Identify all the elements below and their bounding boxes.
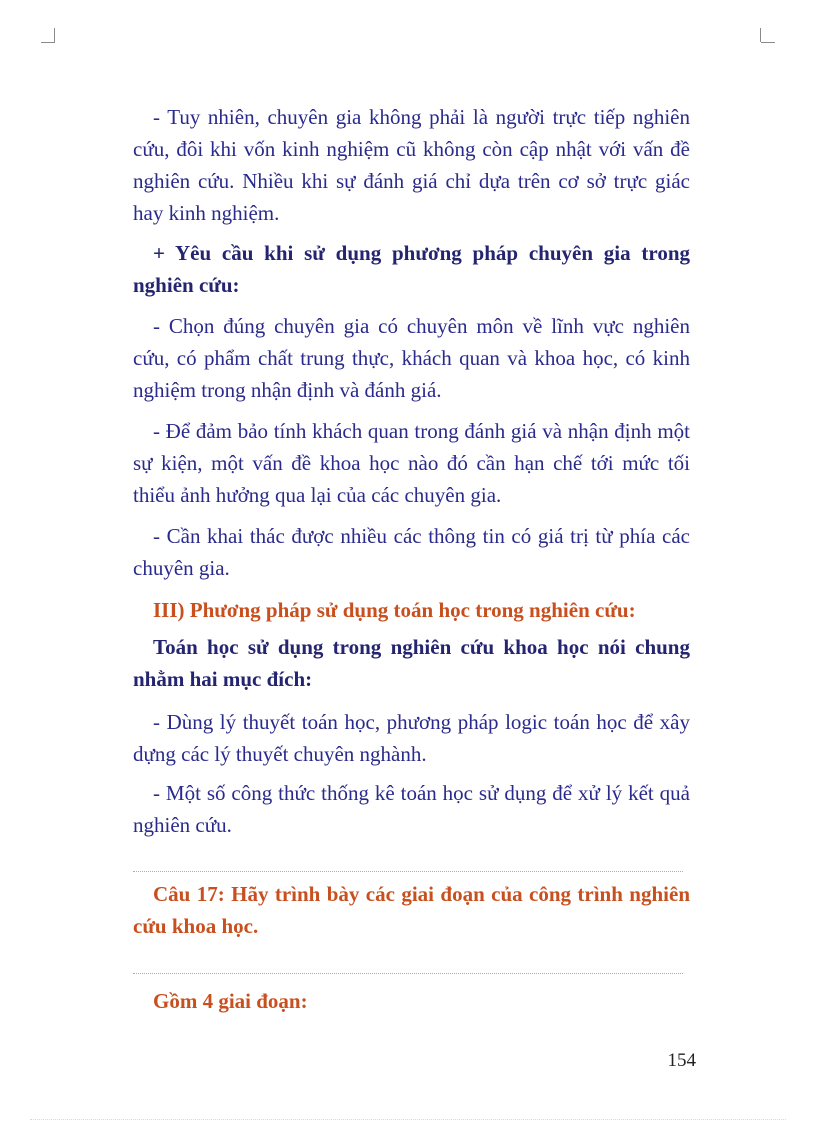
heading-question-17: Câu 17: Hãy trình bày các giai đoạn của công trình nghiên cứu khoa học. <box>133 882 690 938</box>
heading-four-stages: Gồm 4 giai đoạn: <box>153 989 308 1013</box>
heading-section-3: III) Phương pháp sử dụng toán học trong nghiên cứu: <box>153 598 636 622</box>
crop-mark-top-right-h <box>761 42 775 43</box>
paragraph-choose-experts: - Chọn đúng chuyên gia có chuyên môn về lĩnh vực nghiên cứu, có phẩm chất trung thực, khách quan và khoa học, có kinh nghiệm trong nhận định và đánh giá. <box>133 314 690 402</box>
crop-mark-top-left-h <box>41 42 55 43</box>
crop-mark-top-left <box>54 28 55 42</box>
paragraph-objectivity: - Để đảm bảo tính khách quan trong đánh giá và nhận định một sự kiện, một vấn đề khoa học nào đó cần hạn chế tới mức tối thiểu ảnh hưởng qua lại của các chuyên gia. <box>133 419 690 507</box>
crop-mark-top-right <box>760 28 761 42</box>
divider-top <box>133 871 683 872</box>
paragraph-math-theory: - Dùng lý thuyết toán học, phương pháp logic toán học để xây dựng các lý thuyết chuyên nghành. <box>133 710 690 766</box>
paragraph-exploit-information: - Cần khai thác được nhiều các thông tin có giá trị từ phía các chuyên gia. <box>133 524 690 580</box>
paragraph-statistics: - Một số công thức thống kê toán học sử dụng để xử lý kết quả nghiên cứu. <box>133 781 690 837</box>
heading-math-purpose: Toán học sử dụng trong nghiên cứu khoa học nói chung nhằm hai mục đích: <box>133 635 690 691</box>
bottom-border <box>30 1119 786 1120</box>
paragraph-expert-limitation: - Tuy nhiên, chuyên gia không phải là người trực tiếp nghiên cứu, đôi khi vốn kinh nghiệm cũ không còn cập nhật với vấn đề nghiên cứu. Nhiều khi sự đánh giá chỉ dựa trên cơ sở trực giác hay kinh nghiệm. <box>133 105 690 225</box>
divider-bottom <box>133 973 683 974</box>
heading-requirements: + Yêu cầu khi sử dụng phương pháp chuyên gia trong nghiên cứu: <box>133 241 690 297</box>
page-number: 154 <box>667 1050 696 1071</box>
